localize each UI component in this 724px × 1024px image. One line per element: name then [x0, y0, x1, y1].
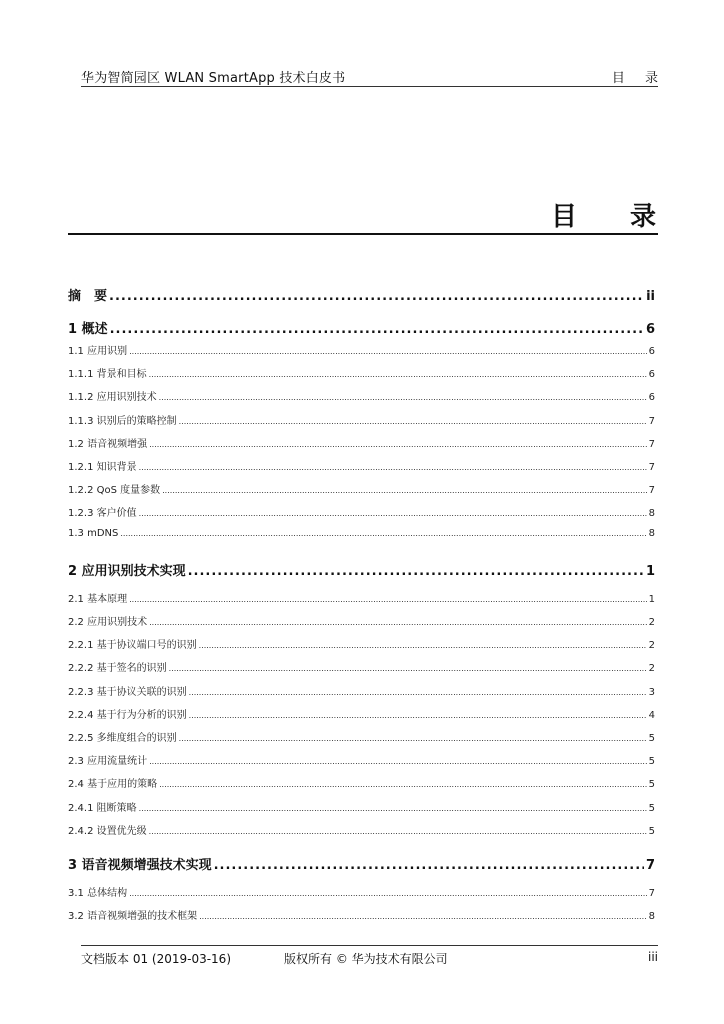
toc-entry[interactable]	[68, 752, 655, 767]
toc-entry-label: 2.2.1 基于协议端口号的识别	[68, 640, 197, 652]
toc-entry-page: 7	[645, 858, 655, 873]
toc-entry[interactable]	[68, 435, 655, 450]
toc-entry-page: 8	[648, 911, 655, 923]
toc-entry-label: 1.1 应用识别	[68, 346, 128, 357]
dot-leader	[149, 440, 647, 449]
toc-entry-page: 6	[645, 322, 655, 337]
dot-leader	[169, 664, 647, 673]
toc-entry[interactable]	[68, 613, 655, 628]
toc-entry-page: 2	[648, 640, 655, 652]
toc-entry-page: ii	[646, 289, 655, 304]
dot-leader	[129, 347, 647, 356]
page-number: iii	[647, 950, 658, 964]
toc-entry-label: 1.2 语音视频增强	[68, 438, 148, 450]
toc-entry-label: 2.3 应用流量统计	[68, 756, 148, 768]
toc-entry[interactable]	[68, 388, 655, 403]
toc-entry-label: 2 应用识别技术实现	[68, 563, 186, 579]
toc-entry[interactable]	[68, 659, 655, 674]
toc-entry-label: 1.3 mDNS	[68, 527, 119, 539]
toc-entry[interactable]	[68, 822, 655, 837]
toc-entry-page: 6	[648, 392, 655, 404]
dot-leader	[199, 641, 647, 650]
dot-leader	[109, 289, 644, 304]
dot-leader	[110, 322, 644, 337]
toc-entry[interactable]	[68, 590, 655, 605]
dot-leader	[214, 858, 644, 873]
dot-leader	[129, 889, 647, 898]
toc-entry-label: 2.2.3 基于协议关联的识别	[68, 686, 187, 698]
toc-entry[interactable]	[68, 458, 655, 473]
dot-leader	[120, 529, 646, 538]
dot-leader	[149, 757, 647, 766]
toc-entry[interactable]	[68, 560, 655, 579]
toc-entry-label: 2.2.2 基于签名的识别	[68, 663, 167, 675]
toc-entry-page: 5	[648, 756, 655, 768]
document-title: 华为智简园区 WLAN SmartApp 技术白皮书	[81, 71, 346, 86]
toc-entry-page: 5	[648, 779, 655, 791]
toc-entry[interactable]	[68, 799, 655, 814]
toc-entry-page: 7	[648, 438, 655, 450]
dot-leader	[159, 393, 647, 402]
running-footer	[81, 945, 658, 970]
toc-entry[interactable]	[68, 504, 655, 519]
toc-entry-label: 1.1.2 应用识别技术	[68, 392, 157, 404]
dot-leader	[199, 912, 647, 921]
toc-entry[interactable]	[68, 884, 655, 899]
dot-leader	[188, 564, 644, 579]
toc-entry[interactable]	[68, 854, 655, 873]
toc-entry[interactable]	[68, 683, 655, 698]
toc-entry-page: 6	[648, 369, 655, 381]
dot-leader	[179, 734, 647, 743]
toc-entry[interactable]	[68, 318, 655, 337]
toc-entry-page: 4	[648, 709, 655, 721]
toc-entry[interactable]	[68, 636, 655, 651]
toc-entry-label: 2.4.1 阻断策略	[68, 802, 137, 814]
toc-entry-page: 5	[648, 802, 655, 814]
header-section-name: 目 录	[611, 71, 666, 86]
toc-entry-page: 2	[648, 663, 655, 675]
toc-entry-label: 2.4 基于应用的策略	[68, 779, 158, 791]
toc-entry-page: 7	[648, 888, 655, 899]
dot-leader	[162, 486, 646, 495]
dot-leader	[189, 711, 647, 720]
toc-entry[interactable]	[68, 706, 655, 721]
dot-leader	[139, 509, 647, 518]
dot-leader	[149, 827, 647, 836]
toc-entry-label: 1.1.3 识别后的策略控制	[68, 415, 177, 427]
toc-entry-page: 8	[648, 508, 655, 520]
toc-entry-page: 7	[648, 462, 655, 473]
toc-entry[interactable]	[68, 285, 655, 304]
toc-entry-label: 1.1.1 背景和目标	[68, 369, 147, 381]
toc-entry[interactable]	[68, 412, 655, 427]
toc-entry-page: 7	[648, 415, 655, 427]
toc-entry-label: 摘 要	[68, 289, 108, 304]
toc-entry-label: 2.2 应用识别技术	[68, 617, 148, 628]
toc-entry-label: 3.1 总体结构	[68, 888, 128, 899]
dot-leader	[179, 417, 647, 426]
toc-entry-label: 1.2.2 QoS 度量参数	[68, 485, 161, 497]
toc-entry-label: 2.2.4 基于行为分析的识别	[68, 709, 187, 721]
toc-entry-label: 1.2.1 知识背景	[68, 462, 137, 473]
toc-entry-page: 3	[648, 686, 655, 698]
toc-entry-page: 5	[648, 733, 655, 744]
toc-entry-label: 3 语音视频增强技术实现	[68, 858, 212, 873]
title-divider	[68, 233, 658, 235]
toc-entry-label: 1 概述	[68, 322, 108, 337]
dot-leader	[149, 370, 647, 379]
toc-entry-page: 1	[648, 593, 655, 605]
toc-entry-label: 3.2 语音视频增强的技术框架	[68, 911, 198, 923]
toc-entry[interactable]	[68, 775, 655, 790]
document-version: 文档版本 01 (2019-03-16)	[81, 952, 232, 966]
toc-entry-page: 2	[648, 617, 655, 628]
toc-entry[interactable]	[68, 528, 655, 539]
toc-entry[interactable]	[68, 365, 655, 380]
copyright-notice: 版权所有 © 华为技术有限公司	[284, 952, 448, 966]
toc-entry[interactable]	[68, 342, 655, 357]
dot-leader	[189, 688, 647, 697]
running-header	[81, 62, 666, 87]
toc-entry-label: 2.2.5 多维度组合的识别	[68, 733, 177, 744]
toc-entry-label: 1.2.3 客户价值	[68, 508, 137, 520]
toc-entry[interactable]	[68, 907, 655, 922]
toc-entry-page: 7	[648, 485, 655, 497]
toc-entry-label: 2.1 基本原理	[68, 593, 128, 605]
dot-leader	[139, 463, 647, 472]
dot-leader	[129, 595, 647, 604]
toc-entry-page: 8	[648, 527, 655, 539]
toc-entry[interactable]	[68, 729, 655, 744]
dot-leader	[159, 780, 647, 789]
toc-entry-label: 2.4.2 设置优先级	[68, 825, 147, 837]
dot-leader	[149, 618, 647, 627]
toc-entry-page: 1	[645, 563, 655, 579]
toc-entry-page: 5	[648, 825, 655, 837]
toc-title: 目 录	[550, 202, 678, 232]
toc-entry-page: 6	[648, 346, 655, 357]
dot-leader	[139, 804, 647, 813]
toc-entry[interactable]	[68, 481, 655, 496]
